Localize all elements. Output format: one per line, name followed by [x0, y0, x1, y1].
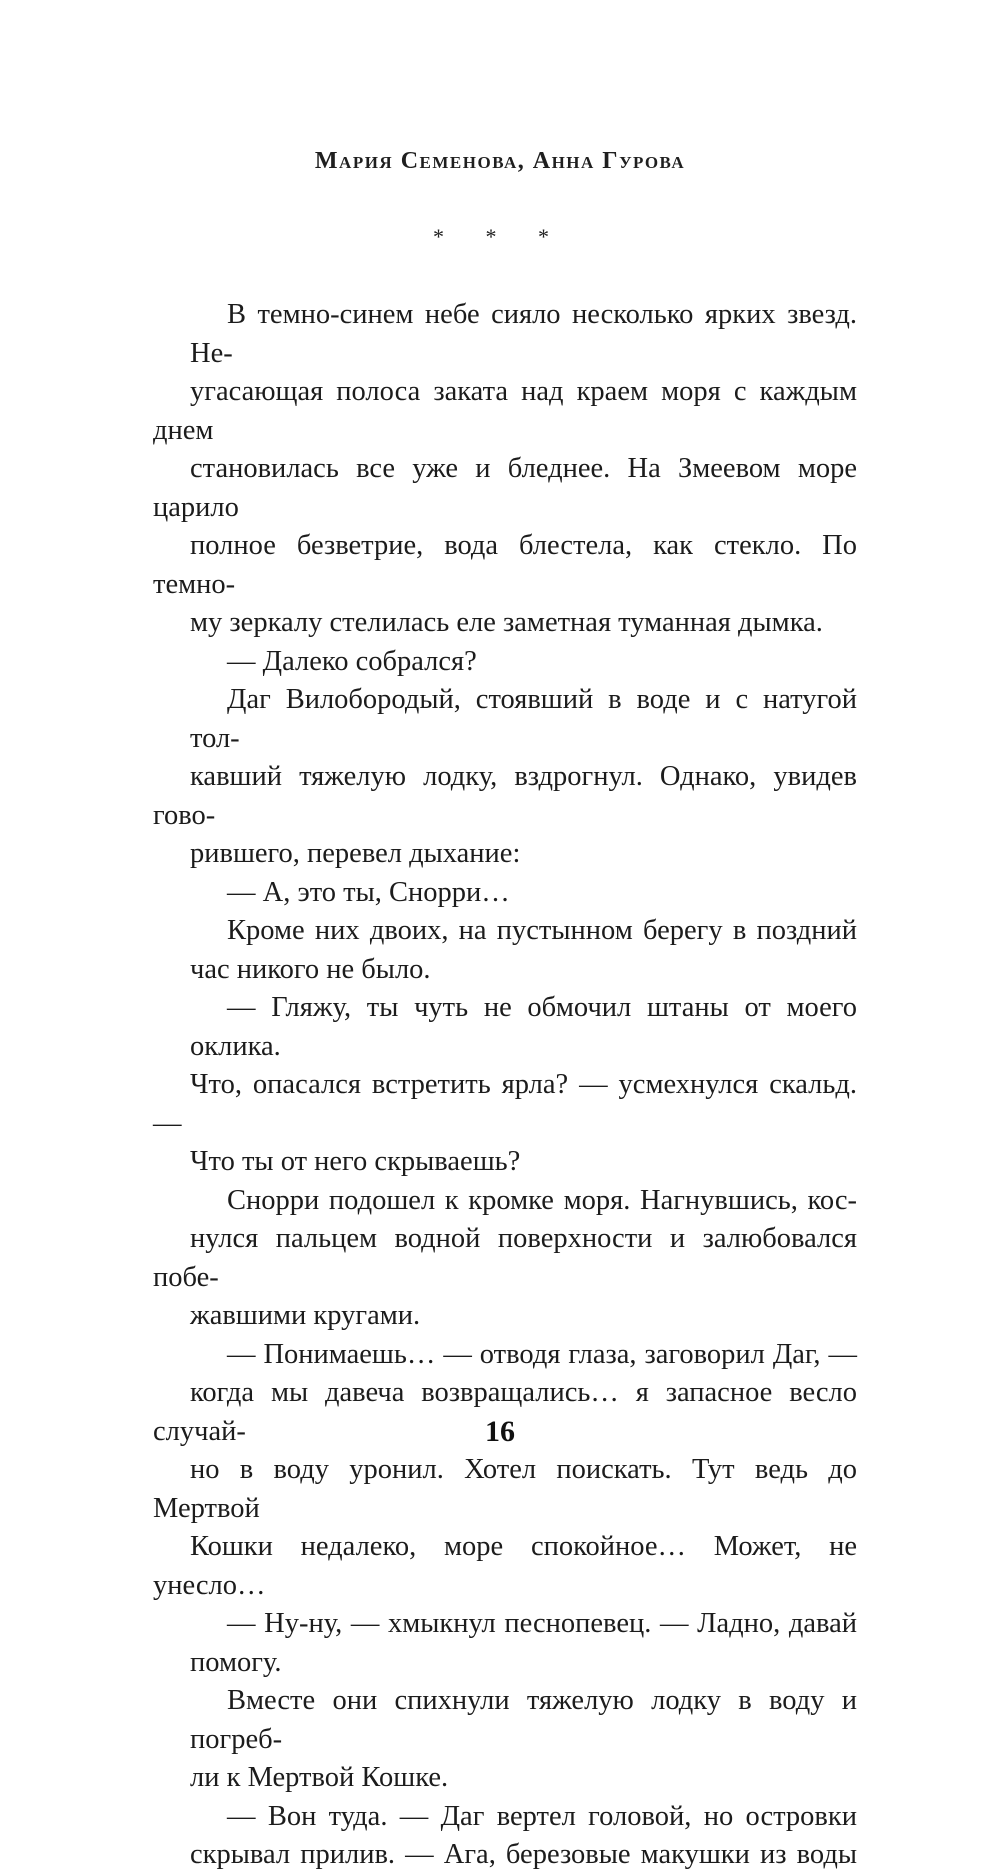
- text-line: — Вон туда. — Даг вертел головой, но островки: [227, 1800, 857, 1832]
- text-line: — Ну-ну, — хмыкнул песнопевец. — Ладно, давай: [227, 1608, 857, 1639]
- paragraph: [153, 1336, 857, 1606]
- text-line: Даг Вилобородый, стоявший в воде и с натугой тол-: [190, 684, 857, 754]
- paragraph: [153, 874, 857, 913]
- paragraph: [153, 989, 857, 1182]
- paragraph: [153, 1605, 857, 1682]
- text-line: Что, опасался встретить ярла? — усмехнулся скальд. —: [153, 1069, 857, 1139]
- text-line: Что ты от него скрываешь?: [190, 1146, 521, 1177]
- paragraph: [153, 1798, 857, 1875]
- text-line: угасающая полоса заката над краем моря с каждым днем: [153, 376, 857, 446]
- text-line: скрывал прилив. — Ага, березовые макушки из воды: [190, 1839, 857, 1870]
- text-line: — Гляжу, ты чуть не обмочил штаны от моего оклика.: [190, 992, 857, 1062]
- paragraph: [153, 681, 857, 874]
- text-line: ли к Мертвой Кошке.: [190, 1762, 449, 1793]
- text-line: Вместе они спихнули тяжелую лодку в воду и погреб-: [190, 1685, 857, 1755]
- text-line: час никого не было.: [190, 953, 431, 985]
- text-line: Кошки недалеко, море спокойное… Может, не унесло…: [153, 1531, 857, 1601]
- text-line: му зеркалу стелилась еле заметная туманная дымка.: [190, 607, 823, 638]
- text-line: Снорри подошел к кромке моря. Нагнувшись, кос-: [227, 1184, 857, 1216]
- text-line: рившего, перевел дыхание:: [190, 838, 521, 869]
- text-line: — Понимаешь… — отводя глаза, заговорил Даг, —: [227, 1338, 857, 1370]
- text-line: В темно-синем небе сияло несколько ярких звезд. Не-: [190, 299, 857, 369]
- text-line: но в воду уронил. Хотел поискать. Тут ведь до Мертвой: [153, 1454, 857, 1524]
- text-line: нулся пальцем водной поверхности и залюбовался побе-: [153, 1223, 857, 1293]
- paragraph: [153, 1682, 857, 1798]
- paragraph: [153, 1182, 857, 1336]
- text-line: становилась все уже и бледнее. На Змеевом море царило: [153, 453, 857, 523]
- paragraph: [153, 296, 857, 643]
- text-line: когда мы давеча возвращались… я запасное весло случай-: [153, 1377, 857, 1447]
- running-title: Мария Семенова, Анна Гурова: [314, 148, 686, 174]
- text-line: полное безветрие, вода блестела, как стекло. По темно-: [153, 530, 857, 600]
- text-line: кавший тяжелую лодку, вздрогнул. Однако, увидев гово-: [153, 761, 857, 831]
- body-text: [153, 296, 857, 1875]
- text-line: помогу.: [190, 1646, 282, 1678]
- text-line: — Далеко собрался?: [227, 645, 477, 677]
- paragraph: [153, 912, 857, 989]
- text-line: — А, это ты, Снорри…: [227, 876, 510, 908]
- text-line: Кроме них двоих, на пустынном берегу в поздний: [227, 915, 857, 946]
- page-number: 16: [485, 1415, 515, 1448]
- paragraph: [153, 643, 857, 682]
- section-break-asterism: * * *: [433, 224, 567, 249]
- text-line: жавшими кругами.: [190, 1300, 421, 1331]
